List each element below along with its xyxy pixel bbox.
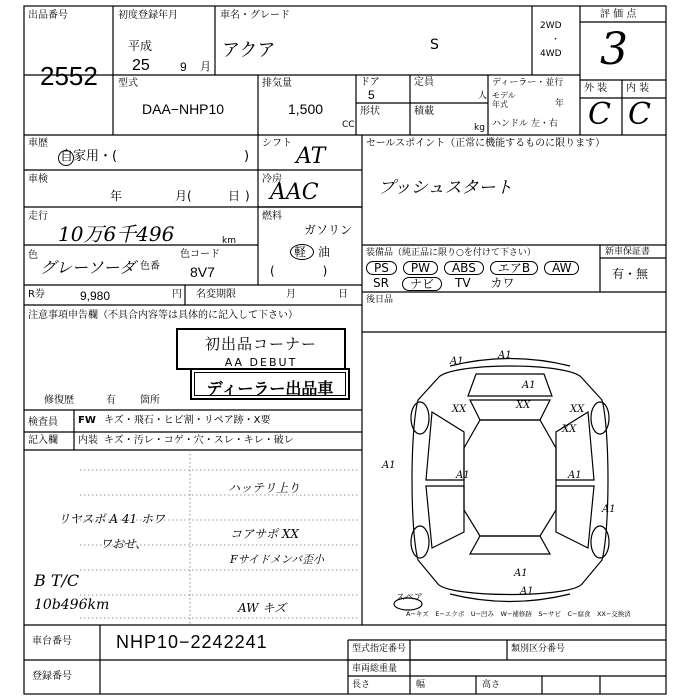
chassis-number: NHP10−2242241 [116, 632, 268, 652]
exterior-label: 外 装 [584, 83, 608, 94]
diagram-mark-left-fender: XX [452, 404, 467, 415]
category-label: 類別区分番号 [511, 644, 566, 654]
mileage-label: 走行 [28, 211, 48, 222]
color-label: 色 [28, 250, 38, 261]
name-change-month: 月 [286, 289, 296, 300]
reg-month: 9 [180, 60, 187, 74]
doors: 5 [368, 88, 375, 102]
sales-point-label: セールスポイント（正常に機能するものに限ります） [366, 138, 606, 149]
lot-number: 2552 [40, 61, 98, 91]
equipment-airbag: エアB [490, 261, 538, 275]
mileage-value: 10万6千496 [58, 222, 175, 246]
usage-value: 自家用・( [60, 149, 118, 164]
recycle-label: R券 [28, 289, 45, 300]
equipment-aw: AW [544, 261, 579, 275]
equipment-navi: ナビ [402, 277, 442, 291]
note-battery: ハッテリ上り [228, 481, 301, 495]
remarks-label: 注意事項申告欄（不具合内容等は具体的に記入して下さい） [28, 310, 298, 321]
diagram-mark-left-door: A1 [456, 470, 470, 481]
capacity-unit: 人 [478, 91, 488, 101]
cooling-label: 冷房 [262, 174, 282, 185]
inspector-label: 検査員 [28, 417, 58, 428]
fuel-diesel: 軽 油 [294, 245, 331, 259]
model-year-unit: 年 [555, 99, 565, 109]
usage-close: ) [244, 149, 250, 164]
doors-label: ドア [360, 77, 380, 88]
chassis-label: 車台番号 [32, 636, 72, 647]
note-3: ワおせ、 [100, 537, 148, 551]
model-designation-label: 型式指定番号 [352, 644, 407, 654]
fuel-gasoline: ガソリン [304, 223, 353, 237]
mileage-unit: km [222, 236, 236, 246]
dealer-stamp-text: ディーラー出品車 [206, 379, 334, 398]
name-change-day: 日 [338, 289, 348, 300]
equipment-row-1 [366, 261, 579, 275]
fuel-other: ( ) [270, 264, 328, 278]
repair-history-label: 修復歴 [44, 395, 74, 406]
load-unit: kg [474, 123, 485, 133]
plate-label: 登録番号 [32, 671, 72, 682]
equipment-label: 装備品（純正品に限り○を付けて下さい） [366, 248, 536, 258]
warranty-value: 有・無 [612, 267, 649, 281]
displacement-unit: CC [342, 120, 355, 130]
model-year-label: モデル 年式 [492, 91, 516, 109]
diagram-mark-left-side: A1 [382, 460, 396, 471]
diagram-mark-trunk: A1 [514, 568, 528, 579]
color-code-label: 色コード [180, 249, 220, 260]
note-rear-spoiler: リヤスポ A 41 ホワ [58, 512, 165, 526]
width-label: 幅 [416, 680, 426, 690]
sales-point-text: プッシュスタート [378, 178, 513, 198]
shift-label: シフト [262, 138, 292, 149]
gross-weight-label: 車両総重量 [352, 664, 398, 674]
cooling-value: AAC [270, 180, 319, 205]
height-label: 高さ [482, 680, 501, 690]
recycle-unit: 円 [172, 289, 182, 300]
equipment-leather: カワ [490, 276, 515, 290]
diagram-mark-rear-bumper: A1 [520, 586, 534, 597]
equipment-abs: ABS [444, 261, 484, 275]
inspection-close: ) [245, 189, 250, 203]
reg-year: 25 [132, 57, 150, 74]
equipment-row-2 [366, 277, 522, 291]
era: 平成 [128, 39, 153, 53]
interior-items: キズ・汚レ・コゲ・穴・スレ・キレ・破レ [104, 435, 294, 446]
later-parts-label: 後日品 [366, 295, 394, 305]
fw-items: キズ・飛石・ヒビ割・リペア跡・X要 [104, 415, 271, 426]
shape-label: 形状 [360, 106, 380, 117]
color-number-label: 色番 [140, 261, 160, 272]
note-core-support: コアサポ XX [230, 527, 299, 541]
displacement: 1,500 [288, 101, 324, 117]
dealer-stamp [190, 368, 350, 400]
interior-label: 内 装 [626, 83, 650, 94]
2wd-label: 2WD [540, 21, 562, 31]
recycle-fee: 9,980 [80, 289, 111, 303]
car-name-label: 車名・グレード [220, 10, 290, 21]
inspector-entry-label: 記入欄 [28, 435, 58, 446]
damage-legend: A−キズ E−エクボ U−凹み W−補修跡 S−サビ C−腐食 XX−交換済 [406, 610, 631, 618]
inspection-day: 日 [228, 189, 241, 203]
4wd-label: 4WD [540, 49, 562, 59]
grade-score-label: 評 価 点 [600, 9, 637, 20]
reg-month-unit: 月 [200, 60, 211, 73]
shift-value: AT [296, 144, 326, 169]
diagram-mark-front-bumper-center: A1 [498, 350, 512, 361]
dealer-parallel: ディーラー・並行 [492, 78, 564, 88]
name-change-label: 名変期限 [196, 289, 236, 300]
diagram-mark-right-rear: A1 [602, 504, 616, 515]
note-bt: B T/C [34, 571, 80, 590]
warranty-label: 新車保証書 [605, 247, 651, 257]
interior-grade: C [628, 97, 651, 132]
fw-label: FW [78, 415, 96, 426]
car-grade: S [430, 37, 439, 53]
length-label: 長さ [352, 680, 371, 690]
equipment-tv: TV [454, 276, 471, 290]
interior-check-label: 内装 [78, 435, 98, 446]
equipment-ps: PS [366, 261, 397, 275]
diagram-mark-right-door: A1 [568, 470, 582, 481]
inspection-label: 車検 [28, 174, 48, 185]
diagram-mark-core-support: XX [516, 400, 531, 411]
equipment-sr: SR [373, 276, 389, 290]
car-name: アクア [222, 40, 276, 61]
model-label: 型式 [118, 78, 138, 89]
repair-place: 箇所 [140, 395, 160, 406]
usage-label: 車歴 [28, 138, 48, 149]
fuel-label: 燃料 [262, 211, 282, 222]
repair-has: 有 [106, 395, 116, 406]
equipment-pw: PW [403, 261, 438, 275]
note-aw-scratch: AW キズ [238, 601, 287, 615]
grade-score: 3 [600, 24, 628, 75]
diagram-mark-front-bumper-left: A1 [450, 356, 464, 367]
debut-stamp [176, 328, 346, 370]
first-registration-label: 初度登録年月 [118, 10, 178, 21]
debut-stamp-subtitle: AA DEBUT [224, 356, 298, 369]
car-diagram [380, 340, 640, 620]
model-code: DAA−NHP10 [142, 101, 225, 117]
inspection-year: 年 [110, 189, 123, 203]
circle-mark [58, 150, 74, 166]
inspection-month: 月( [175, 189, 192, 203]
spare-label: スペア [396, 593, 424, 603]
note-side-member: Fサイドメンバ歪小 [230, 553, 324, 566]
diagram-mark-hood: A1 [522, 380, 536, 391]
exterior-grade: C [588, 97, 611, 132]
diagram-mark-right-fender: XX [570, 404, 585, 415]
color-value: グレーソーダ [40, 258, 136, 277]
capacity-label: 定員 [414, 77, 434, 88]
load-label: 積載 [414, 106, 434, 117]
color-code: 8V7 [190, 264, 215, 280]
note-odometer: 10b496km [34, 597, 110, 613]
debut-stamp-title: 初出品コーナー [204, 335, 317, 353]
handle-label: ハンドル 左・右 [492, 119, 558, 129]
displacement-label: 排気量 [262, 78, 292, 89]
diagram-mark-right-apron: XX [562, 424, 577, 435]
drive-separator: ・ [551, 35, 561, 45]
lot-number-label: 出品番号 [28, 10, 68, 21]
